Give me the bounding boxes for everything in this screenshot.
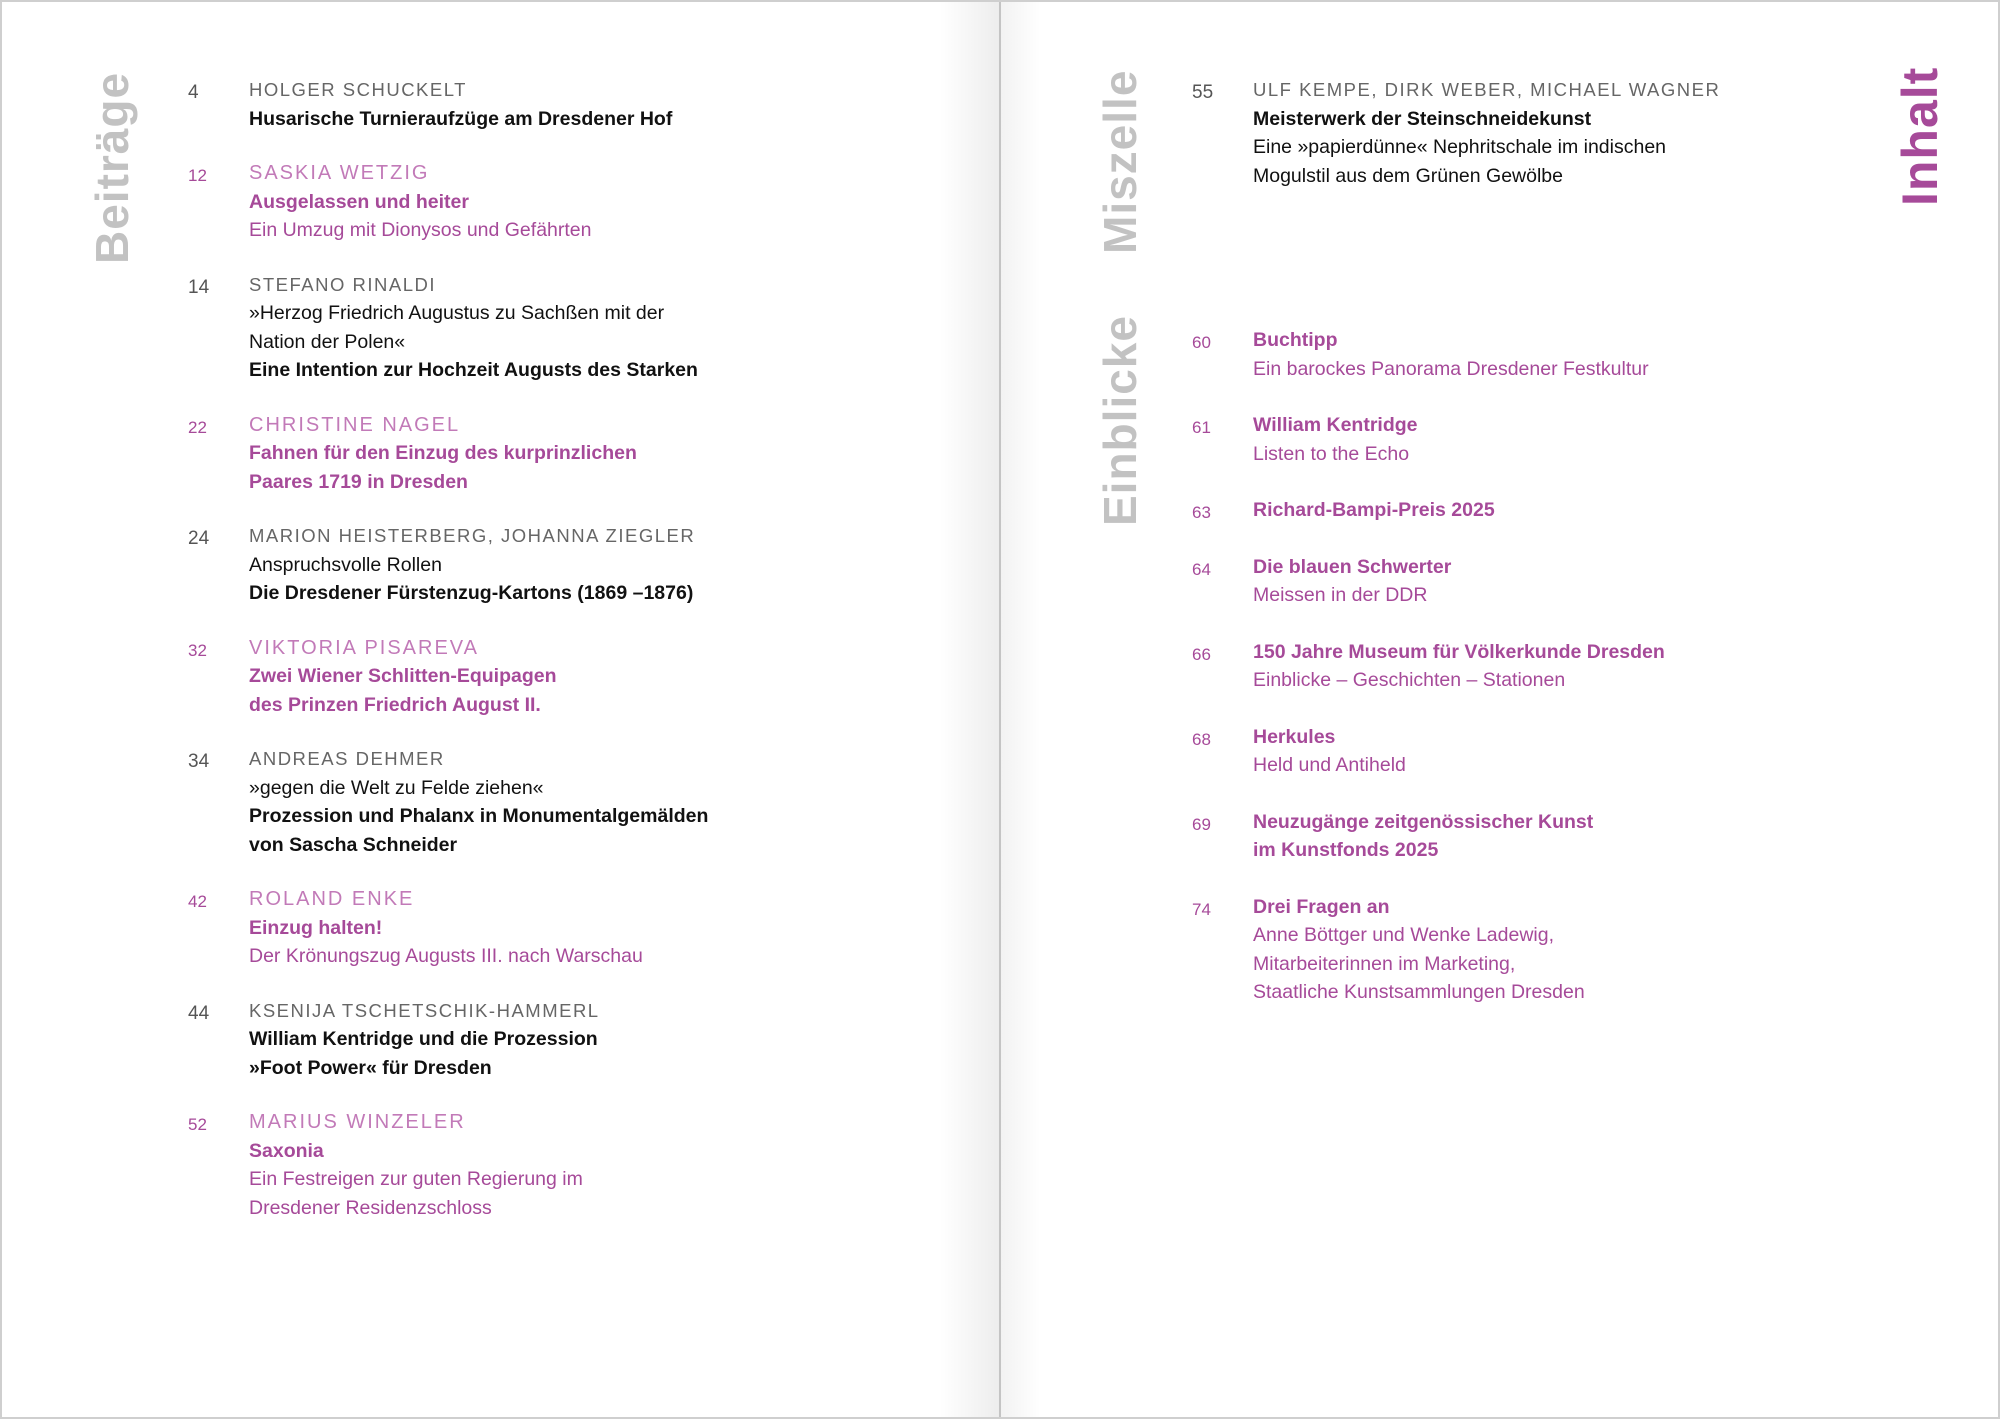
toc-entry-body <box>249 411 708 497</box>
toc-entry-body <box>249 885 708 971</box>
toc-page-number: 32 <box>188 640 207 660</box>
toc-page-number: 14 <box>188 276 210 298</box>
gutter-shadow <box>939 2 999 1417</box>
toc-page-number: 4 <box>188 82 199 103</box>
toc-author: KSENIJA TSCHETSCHIK-HAMMERL <box>249 999 600 1021</box>
section-label-miszelle: Miszelle <box>1094 69 1146 254</box>
toc-title: Die blauen Schwerter <box>1253 555 1452 578</box>
toc-entry-body <box>1253 326 1665 383</box>
toc-entry[interactable] <box>188 745 708 859</box>
toc-page-number: 64 <box>1192 559 1211 579</box>
toc-page-number: 42 <box>188 892 207 911</box>
toc-subtitle: Anspruchsvolle Rollen <box>249 553 442 576</box>
book-spread <box>2 2 1998 1417</box>
right-page <box>1001 2 1998 1417</box>
toc-author: MARION HEISTERBERG, JOHANNA ZIEGLER <box>249 525 696 546</box>
toc-entry-body <box>249 159 708 245</box>
toc-title: William Kentridge <box>1253 414 1418 436</box>
toc-page-number: 22 <box>188 417 207 437</box>
toc-title: Meisterwerk der Steinschneidekunst <box>1253 107 1592 130</box>
toc-title: William Kentridge und die Prozession <box>249 1028 598 1050</box>
toc-entry-body <box>1253 411 1665 468</box>
toc-title: Husarische Turnieraufzüge am Dresdener Hof <box>249 107 673 130</box>
toc-entry[interactable] <box>188 997 708 1083</box>
toc-subtitle: Mogulstil aus dem Grünen Gewölbe <box>1253 164 1563 187</box>
toc-page-number: 24 <box>188 528 210 549</box>
toc-entry[interactable] <box>1192 553 1665 610</box>
toc-entry[interactable] <box>1192 723 1665 780</box>
toc-subtitle: Staatliche Kunstsammlungen Dresden <box>1253 981 1585 1003</box>
toc-page-number: 66 <box>1192 644 1211 664</box>
toc-title: Paares 1719 in Dresden <box>249 470 468 493</box>
left-page <box>2 2 999 1417</box>
toc-page-number: 12 <box>188 166 207 185</box>
toc-entry[interactable] <box>1192 496 1665 525</box>
toc-title: Ausgelassen und heiter <box>249 190 469 213</box>
toc-author: ANDREAS DEHMER <box>249 748 445 769</box>
toc-subtitle: Dresdener Residenzschloss <box>249 1196 492 1219</box>
toc-entry-body <box>249 76 708 133</box>
contributions-list <box>188 76 708 1222</box>
toc-page-number: 68 <box>1192 729 1211 749</box>
toc-subtitle: Eine »papierdünne« Nephritschale im indischen <box>1253 136 1667 158</box>
toc-page-number: 60 <box>1192 333 1211 352</box>
toc-title: Richard-Bampi-Preis 2025 <box>1253 499 1495 521</box>
toc-title: Die Dresdener Fürstenzug-Kartons (1869 –1876) <box>249 582 694 604</box>
toc-subtitle: Nation der Polen« <box>249 330 406 353</box>
toc-page-number: 55 <box>1192 82 1214 103</box>
toc-author: ROLAND ENKE <box>249 888 415 910</box>
toc-page-number: 74 <box>1192 899 1211 919</box>
toc-author: ULF KEMPE, DIRK WEBER, MICHAEL WAGNER <box>1253 79 1721 100</box>
toc-entry-body <box>1253 496 1665 525</box>
toc-subtitle: Ein barockes Panorama Dresdener Festkultur <box>1253 357 1649 380</box>
toc-page-number: 44 <box>188 1002 210 1024</box>
toc-subtitle: Einblicke – Geschichten – Stationen <box>1253 669 1566 691</box>
toc-author: HOLGER SCHUCKELT <box>249 79 467 100</box>
toc-author: SASKIA WETZIG <box>249 162 430 184</box>
toc-title: Neuzugänge zeitgenössischer Kunst <box>1253 810 1594 833</box>
toc-subtitle: Ein Festreigen zur guten Regierung im <box>249 1168 583 1190</box>
gutter-shadow-right <box>1001 2 1041 1417</box>
toc-title: Zwei Wiener Schlitten-Equipagen <box>249 665 557 687</box>
toc-subtitle: Ein Umzug mit Dionysos und Gefährten <box>249 219 592 241</box>
page-title-inhalt: Inhalt <box>1892 66 1948 206</box>
toc-entry-body <box>1253 808 1665 865</box>
toc-entry-body <box>249 271 708 385</box>
einblicke-list <box>1192 326 1665 1007</box>
toc-title: »Foot Power« für Dresden <box>249 1056 492 1079</box>
toc-entry-body <box>1253 76 1720 190</box>
toc-subtitle: Der Krönungszug Augusts III. nach Warschau <box>249 945 643 967</box>
toc-page-number: 61 <box>1192 418 1211 437</box>
toc-subtitle: Meissen in der DDR <box>1253 584 1428 606</box>
toc-entry-body <box>249 634 708 720</box>
toc-entry[interactable] <box>188 1108 708 1222</box>
toc-author: STEFANO RINALDI <box>249 273 436 295</box>
toc-title: Eine Intention zur Hochzeit Augusts des Starken <box>249 359 698 381</box>
toc-subtitle: »gegen die Welt zu Felde ziehen« <box>249 776 544 799</box>
toc-subtitle: Mitarbeiterinnen im Marketing, <box>1253 952 1516 975</box>
toc-entry[interactable] <box>1192 808 1665 865</box>
toc-title: 150 Jahre Museum für Völkerkunde Dresden <box>1253 640 1665 663</box>
toc-entry[interactable] <box>188 885 708 971</box>
toc-title: Herkules <box>1253 725 1336 748</box>
toc-page-number: 52 <box>188 1115 207 1134</box>
toc-title: Fahnen für den Einzug des kurprinzlichen <box>249 442 637 464</box>
toc-title: Einzug halten! <box>249 916 383 939</box>
toc-title: des Prinzen Friedrich August II. <box>249 693 541 716</box>
toc-entry[interactable] <box>1192 638 1665 695</box>
toc-title: Drei Fragen an <box>1253 895 1390 918</box>
section-label-einblicke: Einblicke <box>1094 315 1146 526</box>
toc-entry-body <box>249 1108 708 1222</box>
toc-author: CHRISTINE NAGEL <box>249 413 461 436</box>
toc-title: im Kunstfonds 2025 <box>1253 839 1439 861</box>
toc-title: Prozession und Phalanx in Monumentalgemälden <box>249 805 709 827</box>
toc-entry[interactable] <box>188 159 708 245</box>
toc-entry-body <box>249 997 708 1083</box>
toc-page-number: 69 <box>1192 814 1211 834</box>
toc-subtitle: Listen to the Echo <box>1253 442 1410 465</box>
toc-subtitle: Anne Böttger und Wenke Ladewig, <box>1253 924 1555 946</box>
toc-entry-body <box>1253 638 1665 695</box>
toc-entry-body <box>1253 723 1665 780</box>
toc-page-number: 63 <box>1192 503 1211 522</box>
toc-entry[interactable] <box>188 76 708 133</box>
toc-title: Saxonia <box>249 1139 324 1162</box>
toc-entry-body <box>249 522 708 608</box>
toc-page-number: 34 <box>188 751 210 772</box>
toc-entry[interactable] <box>1192 76 1720 190</box>
toc-subtitle: »Herzog Friedrich Augustus zu Sachßen mit der <box>249 302 665 324</box>
toc-subtitle: Held und Antiheld <box>1253 754 1406 776</box>
toc-entry-body <box>1253 893 1665 1007</box>
toc-author: MARIUS WINZELER <box>249 1111 466 1133</box>
toc-entry-body <box>249 745 708 859</box>
toc-title: von Sascha Schneider <box>249 833 458 856</box>
miszelle-list <box>1192 76 1720 190</box>
toc-entry[interactable] <box>1192 893 1665 1007</box>
toc-entry[interactable] <box>1192 411 1665 468</box>
toc-author: VIKTORIA PISAREVA <box>249 636 479 659</box>
toc-entry[interactable] <box>1192 326 1665 383</box>
section-label-beitraege: Beiträge <box>86 71 138 264</box>
toc-entry[interactable] <box>188 271 708 385</box>
toc-title: Buchtipp <box>1253 329 1338 351</box>
toc-entry-body <box>1253 553 1665 610</box>
toc-entry[interactable] <box>188 634 708 720</box>
toc-entry[interactable] <box>188 522 708 608</box>
toc-entry[interactable] <box>188 411 708 497</box>
